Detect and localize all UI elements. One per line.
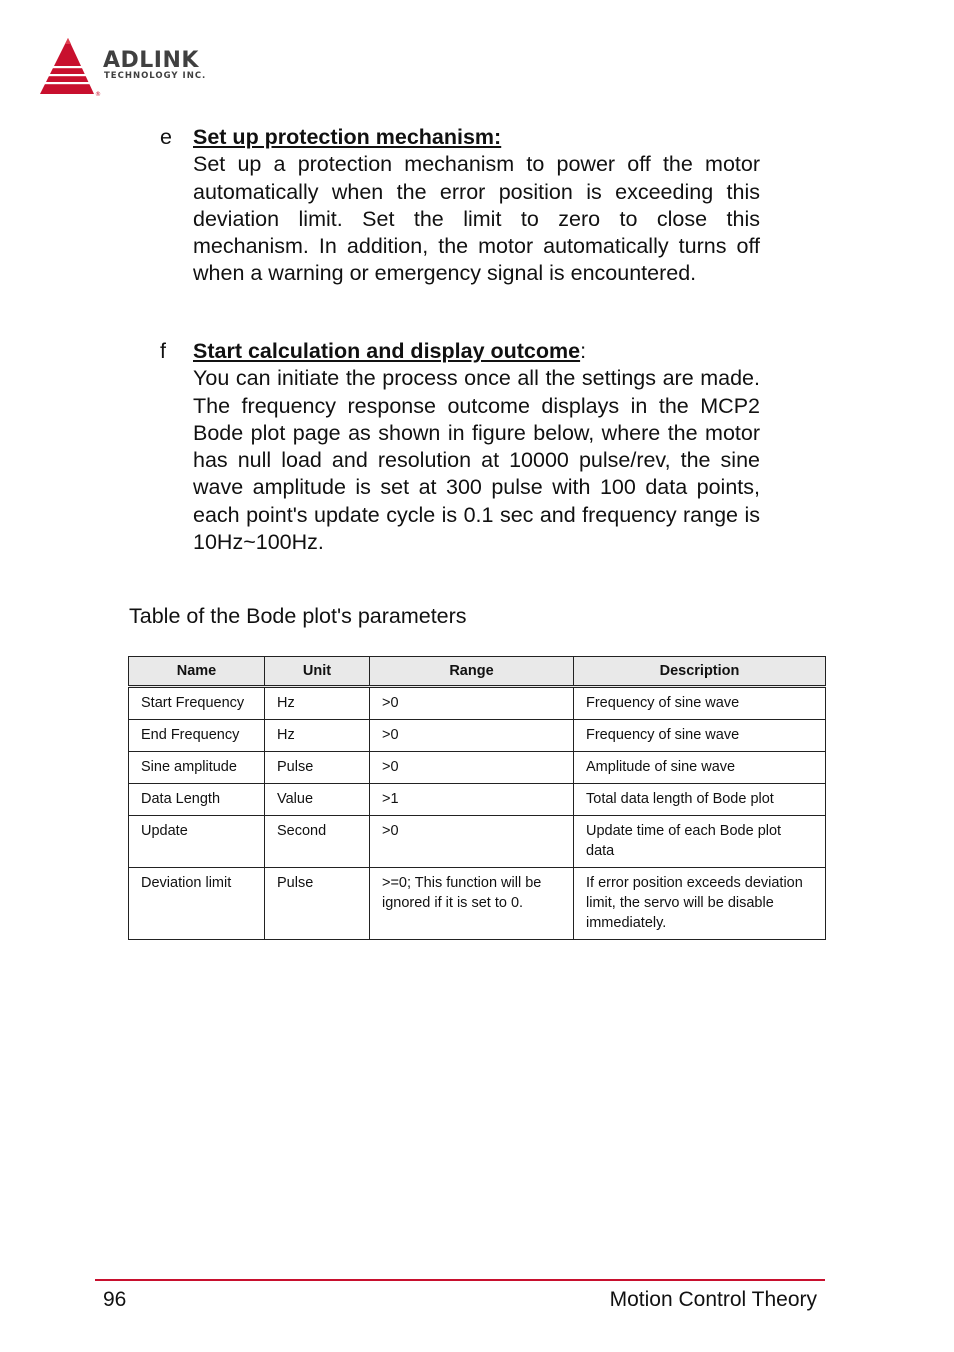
page-number: 96 (103, 1288, 127, 1311)
cell-name: Data Length (129, 784, 265, 816)
step-text: Set up a protection mechanism to power off the motor automatically when the error position is exceeding this deviation limit. Set the limit to zero to close this mechanism. In addition, the motor automatically turns off when a warning or emergency signal is encountered. (193, 152, 760, 286)
svg-text:®: ® (95, 91, 101, 98)
step-body (193, 124, 760, 288)
header-name: Name (129, 657, 265, 687)
logo-name: ADLINK (103, 48, 199, 73)
cell-range: >=0; This function will be ignored if it is set to 0. (370, 868, 574, 940)
cell-range: >0 (370, 687, 574, 720)
adlink-triangle-icon (38, 36, 102, 98)
adlink-logo (38, 36, 238, 100)
cell-range: >0 (370, 720, 574, 752)
step-title-suffix: : (580, 339, 587, 363)
cell-unit: Hz (265, 720, 370, 752)
step-title: Start calculation and display outcome (193, 339, 581, 363)
cell-unit: Value (265, 784, 370, 816)
step-letter: e (160, 125, 172, 149)
cell-description: Frequency of sine wave (574, 720, 826, 752)
cell-unit: Hz (265, 687, 370, 720)
header-range: Range (370, 657, 574, 687)
step-heading (193, 338, 760, 365)
cell-name: Update (129, 816, 265, 868)
chapter-title: Motion Control Theory (609, 1288, 817, 1311)
cell-unit: Second (265, 816, 370, 868)
table-row (129, 816, 826, 868)
step-text: You can initiate the process once all the settings are made. The frequency response outcome displays in the MCP2 Bode plot page as shown in figure below, where the motor has null load and resolution at 10000 pulse/rev, the sine wave amplitude is set at 300 pulse with 100 data points, each point's update cycle is 0.1 sec and frequency range is 10Hz~100Hz. (193, 366, 760, 555)
table-row (129, 868, 826, 940)
table-row (129, 720, 826, 752)
cell-name: Start Frequency (129, 687, 265, 720)
cell-name: Sine amplitude (129, 752, 265, 784)
cell-name: End Frequency (129, 720, 265, 752)
cell-range: >0 (370, 752, 574, 784)
cell-description: If error position exceeds deviation limit, the servo will be disable immediately. (574, 868, 826, 940)
cell-name: Deviation limit (129, 868, 265, 940)
step-body (193, 338, 760, 556)
footer-rule (95, 1279, 825, 1281)
step-heading (193, 124, 760, 151)
logo-subtitle: TECHNOLOGY INC. (104, 71, 207, 81)
cell-range: >0 (370, 816, 574, 868)
step-title: Set up protection mechanism: (193, 125, 502, 149)
table-header-row (129, 657, 826, 687)
bode-parameters-table (128, 656, 826, 940)
step-letter: f (160, 339, 166, 363)
cell-unit: Pulse (265, 868, 370, 940)
table-row (129, 687, 826, 720)
cell-range: >1 (370, 784, 574, 816)
table-caption: Table of the Bode plot's parameters (129, 604, 467, 628)
cell-description: Frequency of sine wave (574, 687, 826, 720)
cell-description: Amplitude of sine wave (574, 752, 826, 784)
header-description: Description (574, 657, 826, 687)
cell-description: Total data length of Bode plot (574, 784, 826, 816)
table-row (129, 784, 826, 816)
table-row (129, 752, 826, 784)
cell-description: Update time of each Bode plot data (574, 816, 826, 868)
cell-unit: Pulse (265, 752, 370, 784)
header-unit: Unit (265, 657, 370, 687)
